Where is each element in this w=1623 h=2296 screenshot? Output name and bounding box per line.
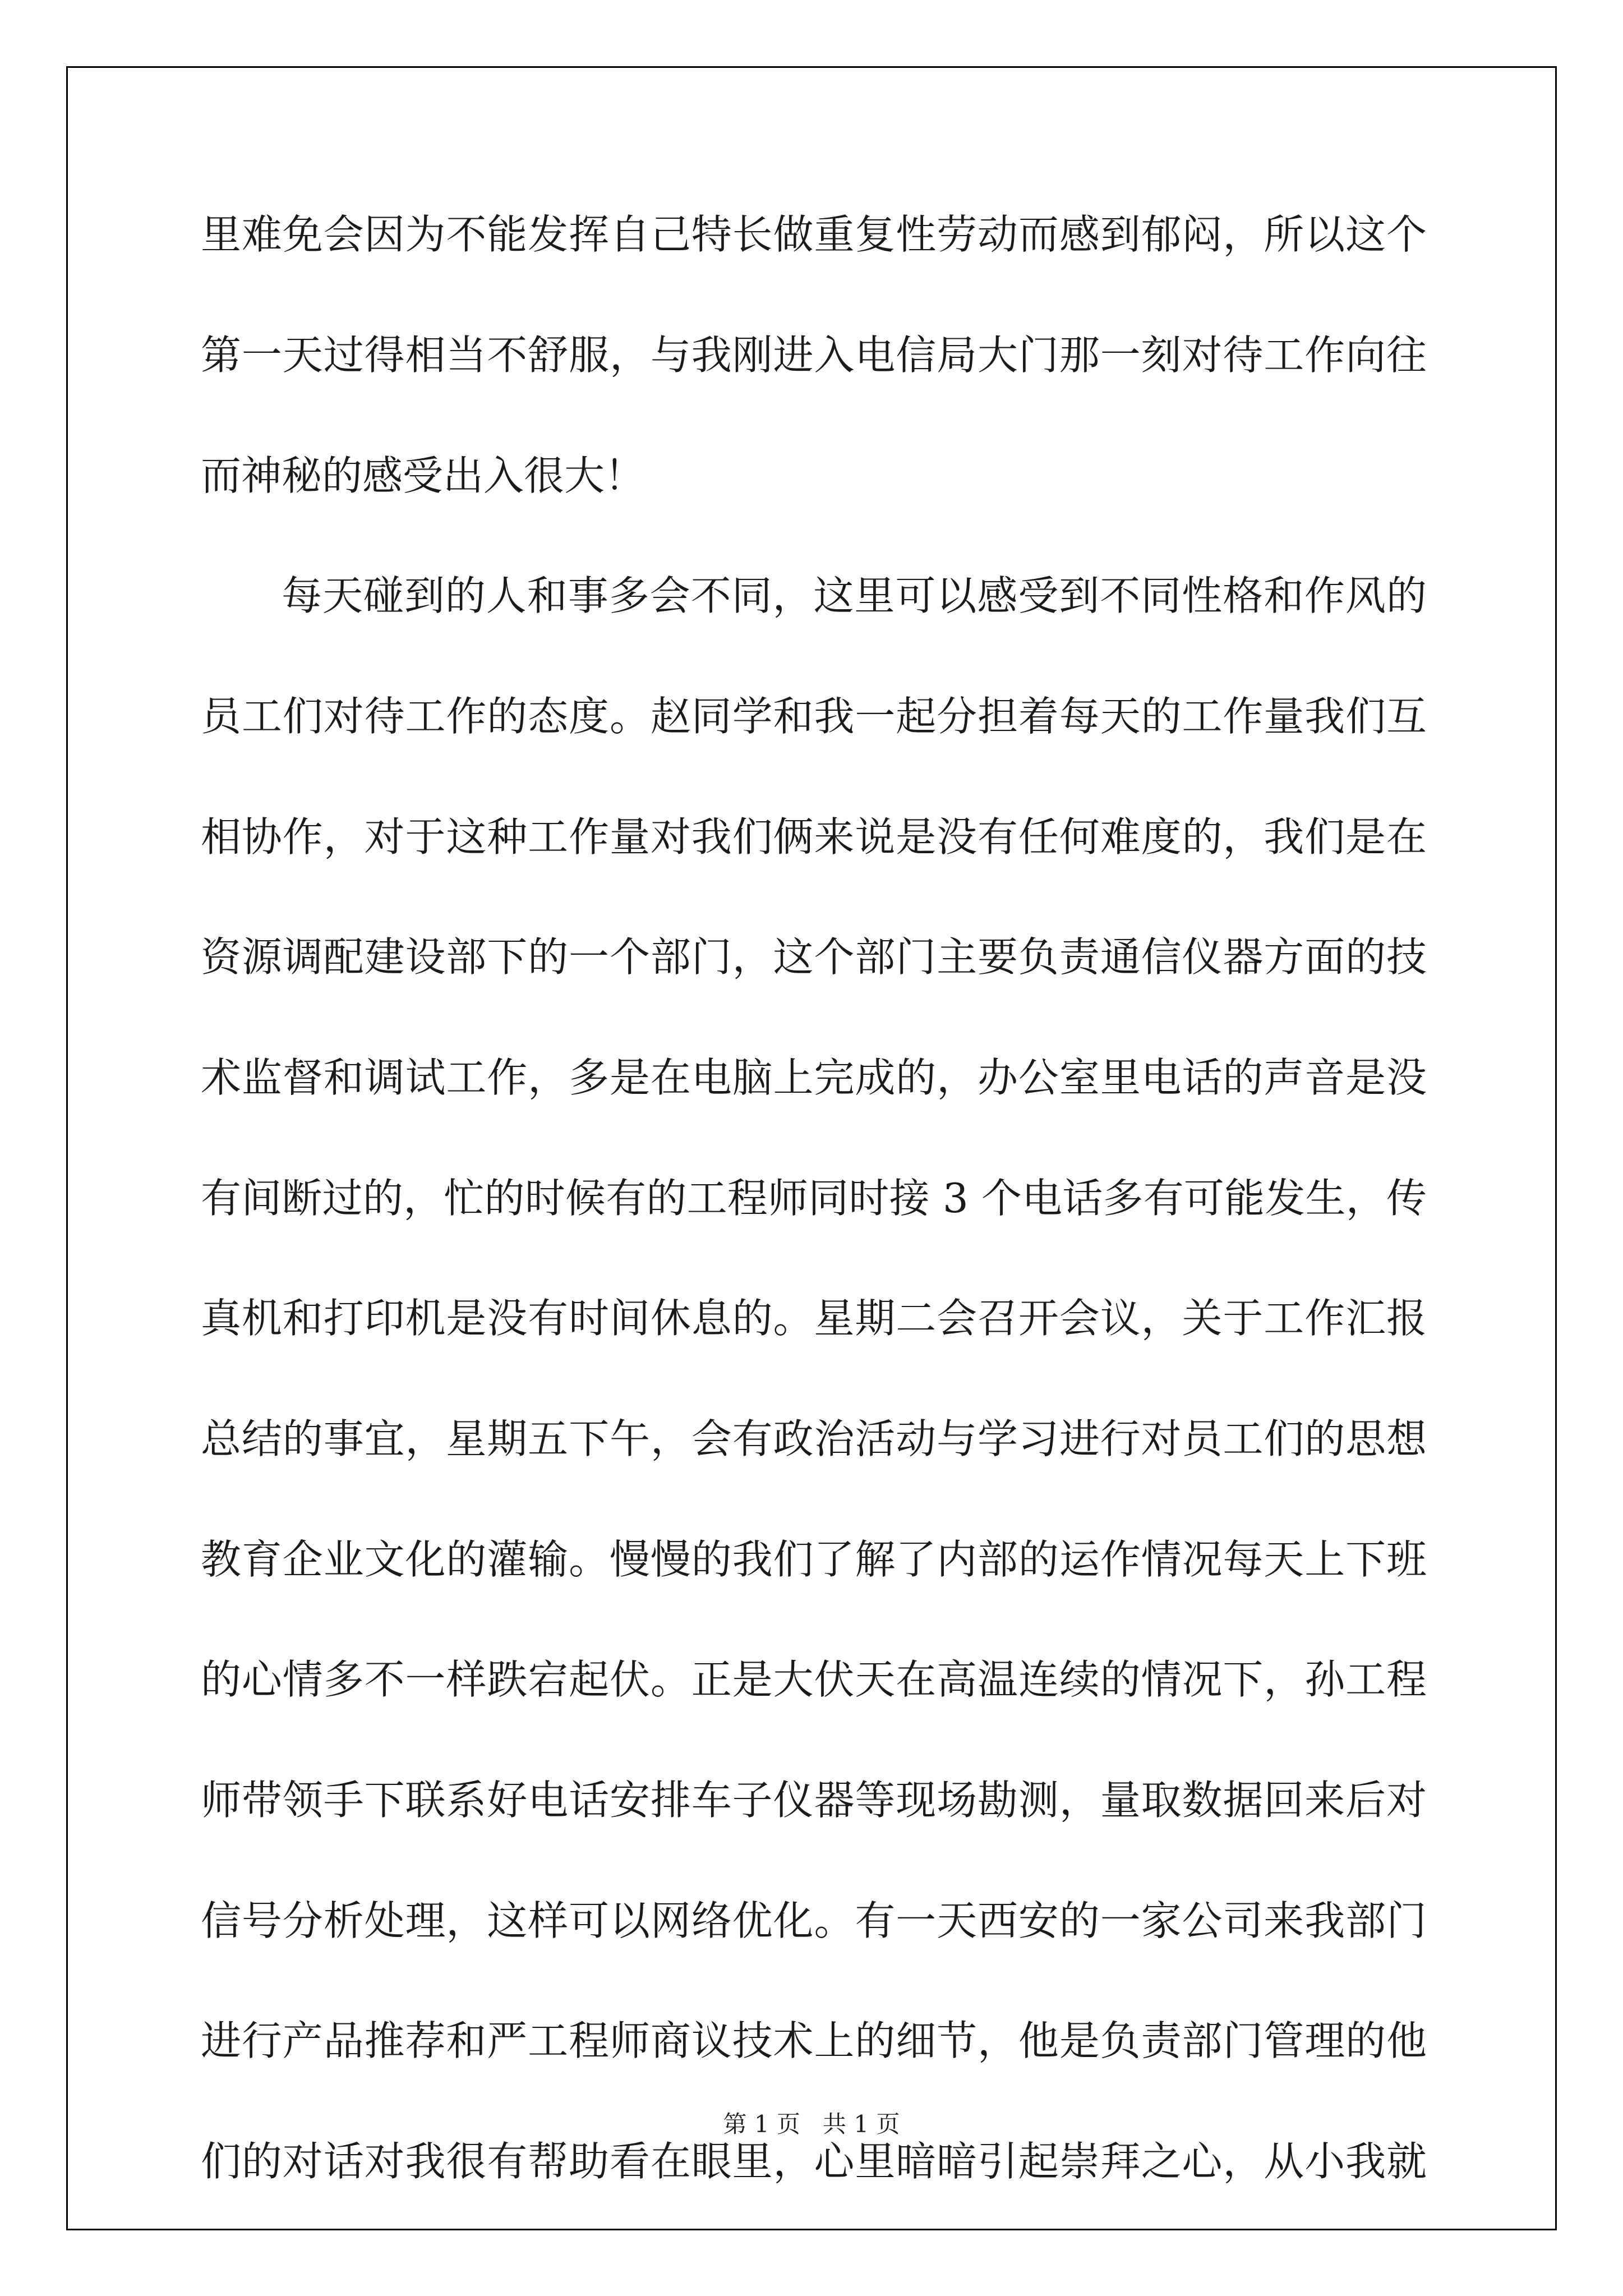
text-line-3: 而神秘的感受出入很大！	[201, 452, 645, 499]
text-line-10: 真机和打印机是没有时间休息的。星期二会召开会议，关于工作汇报	[201, 1295, 1427, 1342]
text-line-1: 里难免会因为不能发挥自己特长做重复性劳动而感到郁闷，所以这个	[201, 211, 1427, 258]
text-line-6: 相协作，对于这种工作量对我们俩来说是没有任何难度的，我们是在	[201, 813, 1427, 861]
text-line-9: 有间断过的，忙的时候有的工程师同时接 3 个电话多有可能发生，传	[201, 1175, 1427, 1222]
text-line-5: 员工们对待工作的态度。赵同学和我一起分担着每天的工作量我们互	[201, 693, 1427, 740]
text-line-16: 进行产品推荐和严工程师商议技术上的细节，他是负责部门管理的他	[201, 2017, 1427, 2064]
text-line-13: 的心情多不一样跌宕起伏。正是大伏天在高温连续的情况下，孙工程	[201, 1656, 1427, 1703]
text-line-14: 师带领手下联系好电话安排车子仪器等现场勘测，量取数据回来后对	[201, 1777, 1427, 1824]
text-line-11: 总结的事宜，星期五下午，会有政治活动与学习进行对员工们的思想	[201, 1415, 1427, 1462]
text-line-15: 信号分析处理，这样可以网络优化。有一天西安的一家公司来我部门	[201, 1897, 1427, 1944]
text-line-12: 教育企业文化的灌输。慢慢的我们了解了内部的运作情况每天上下班	[201, 1536, 1427, 1583]
text-line-17: 们的对话对我很有帮助看在眼里，心里暗暗引起崇拜之心，从小我就	[201, 2138, 1427, 2185]
text-line-2: 第一天过得相当不舒服，与我刚进入电信局大门那一刻对待工作向往	[201, 332, 1427, 379]
text-line-4: 每天碰到的人和事多会不同，这里可以感受到不同性格和作风的	[282, 572, 1427, 619]
text-line-7: 资源调配建设部下的一个部门，这个部门主要负责通信仪器方面的技	[201, 933, 1427, 981]
text-line-8: 术监督和调试工作，多是在电脑上完成的，办公室里电话的声音是没	[201, 1054, 1427, 1101]
page-number-footer: 第 1 页 共 1 页	[723, 2110, 900, 2138]
